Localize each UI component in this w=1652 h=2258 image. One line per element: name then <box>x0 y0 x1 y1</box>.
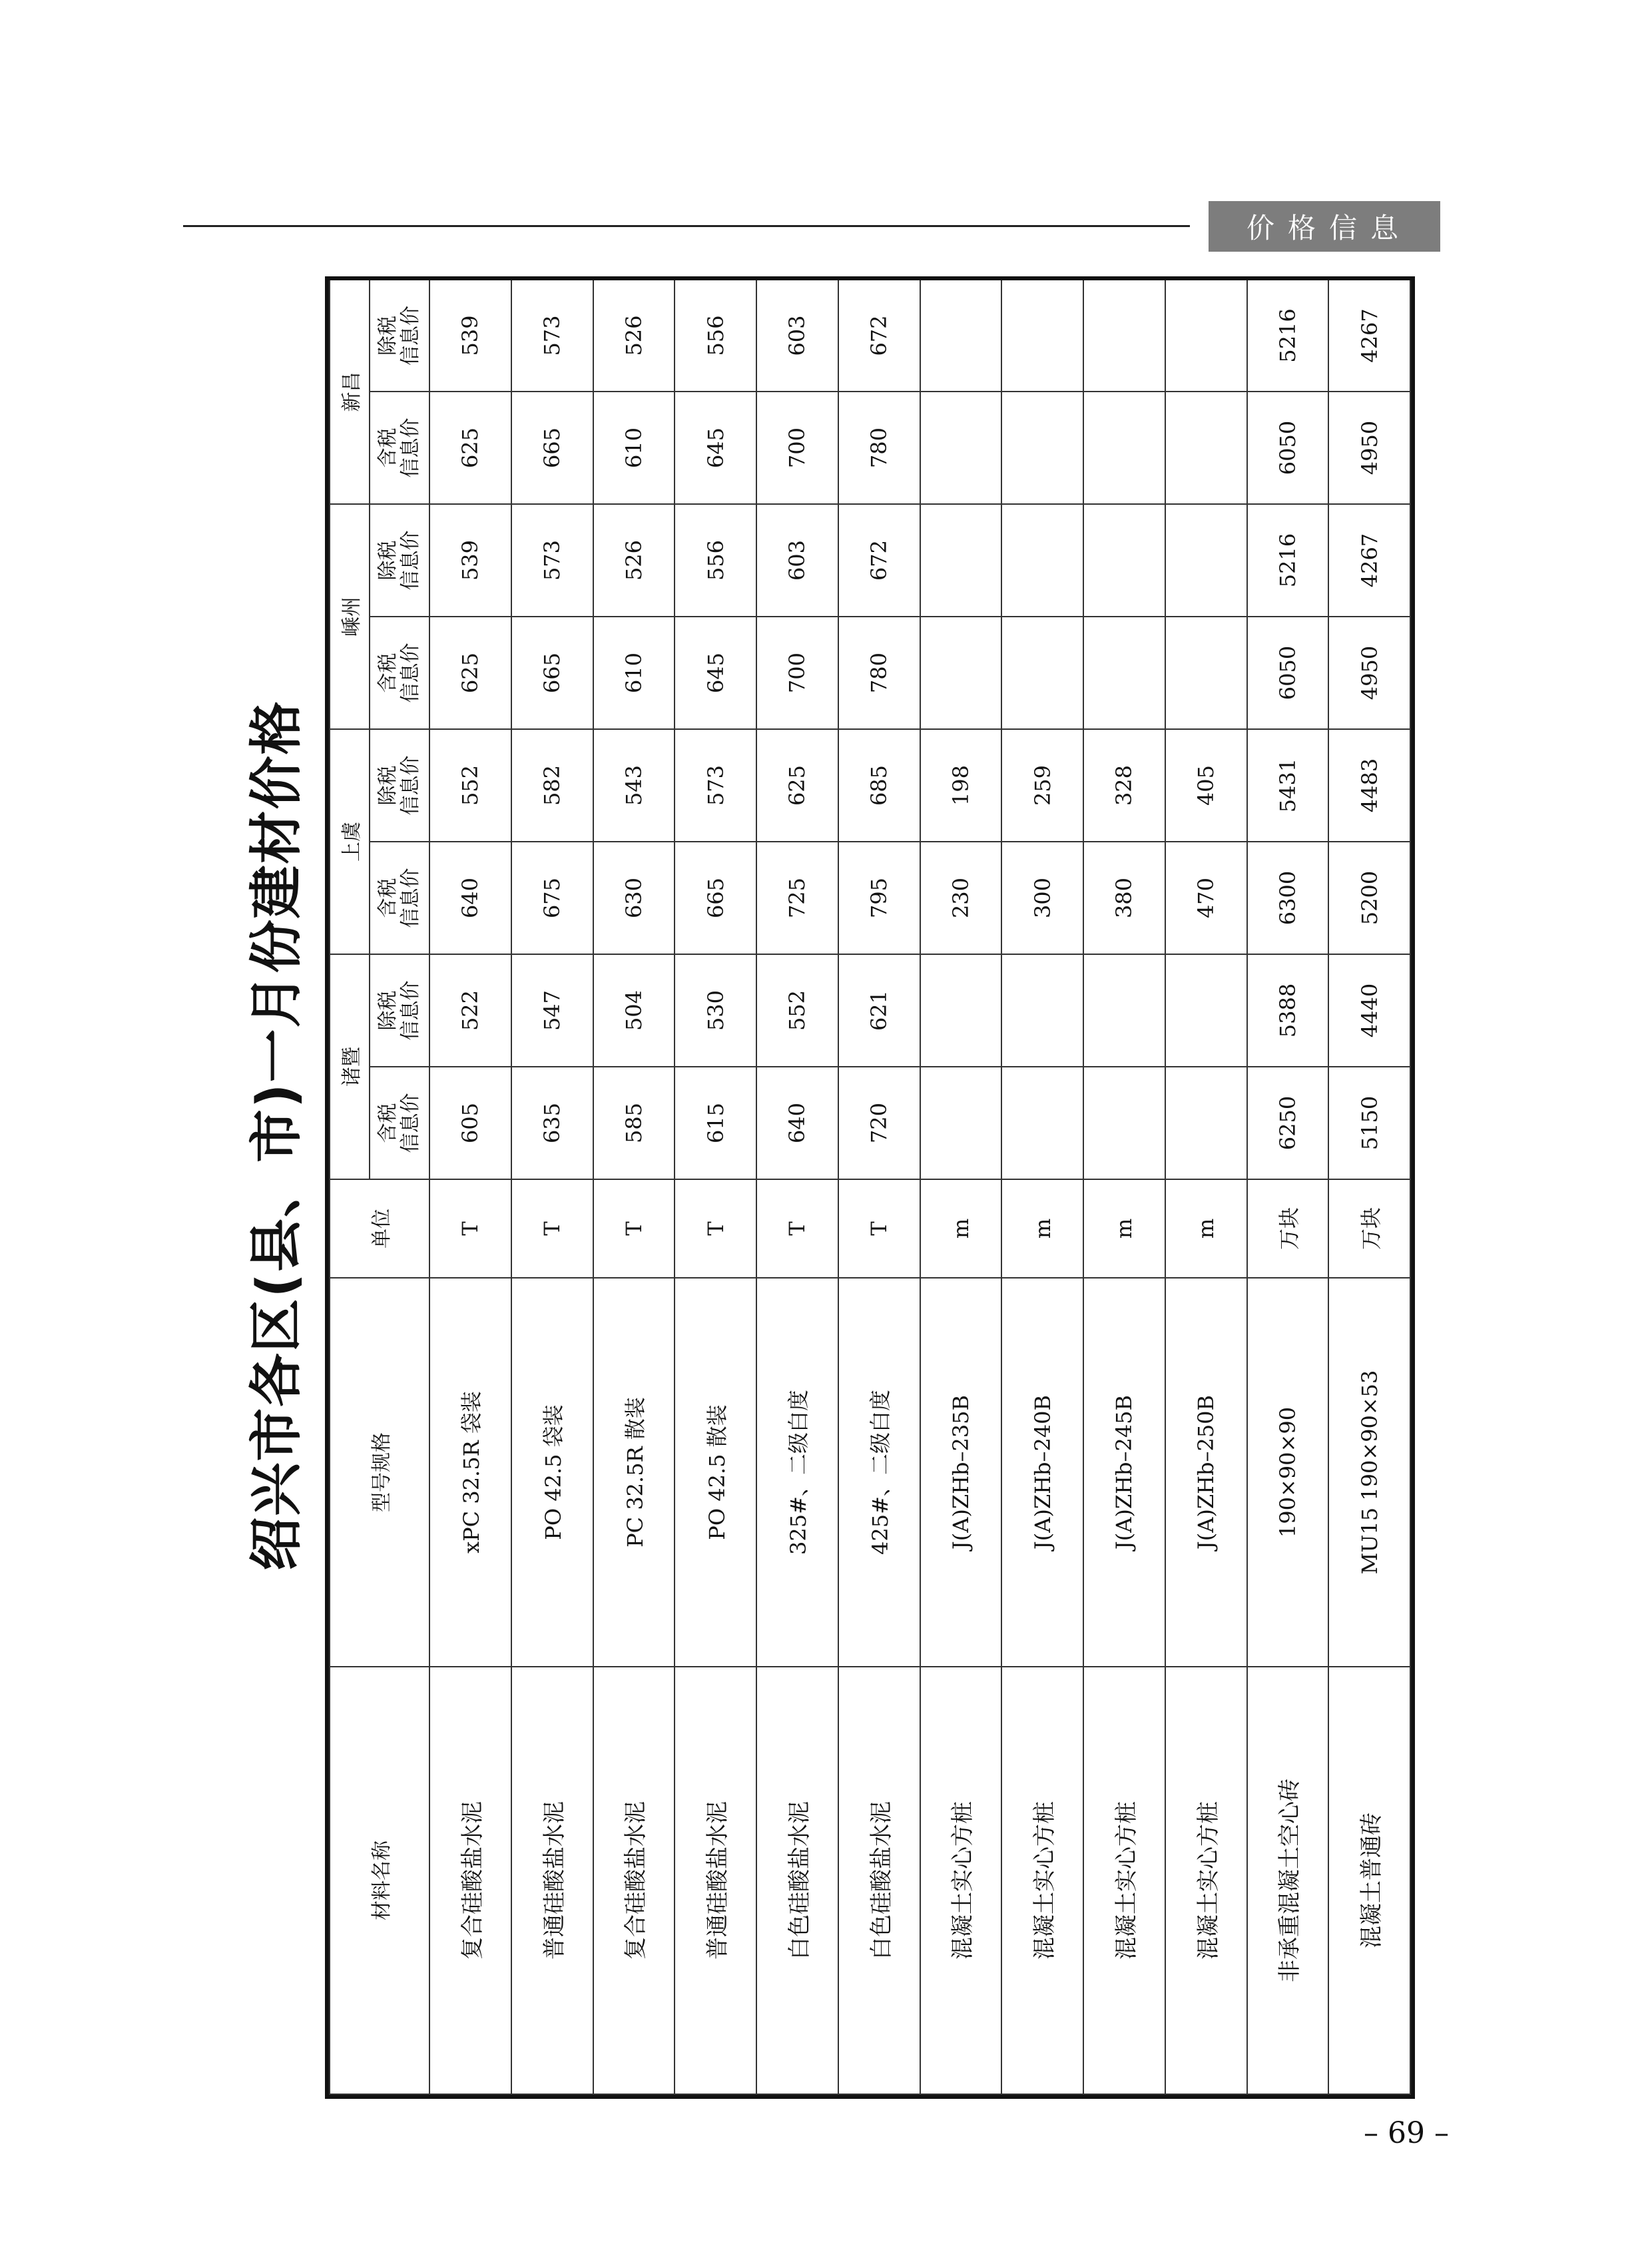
price-excl-cell: 573 <box>511 280 593 392</box>
price-incl-cell: 720 <box>838 1067 920 1179</box>
price-excl-cell <box>920 504 1002 617</box>
spec-cell: PO 42.5 袋装 <box>511 1278 593 1667</box>
price-incl-cell <box>1001 392 1083 504</box>
unit-cell: m <box>920 1179 1002 1278</box>
price-excl-cell <box>1165 504 1247 617</box>
price-incl-cell: 4950 <box>1328 392 1410 504</box>
material-name-cell: 混凝土实心方桩 <box>1165 1667 1247 2094</box>
price-incl-cell: 470 <box>1165 842 1247 954</box>
table-row <box>429 280 511 2094</box>
price-incl-cell: 645 <box>675 392 756 504</box>
price-incl-cell <box>1083 617 1165 729</box>
price-table-rotated <box>329 280 1411 2095</box>
table-row <box>1247 280 1329 2094</box>
unit-cell: T <box>756 1179 838 1278</box>
page-number: – 69 – <box>1364 2116 1449 2150</box>
spec-cell: 325#、二级白度 <box>756 1278 838 1667</box>
header-region: 诸暨 <box>330 954 370 1179</box>
price-incl-cell <box>1083 392 1165 504</box>
price-excl-cell: 4267 <box>1328 504 1410 617</box>
spec-cell: PC 32.5R 散装 <box>593 1278 675 1667</box>
price-incl-cell: 230 <box>920 842 1002 954</box>
price-incl-cell <box>1001 617 1083 729</box>
price-incl-cell <box>1165 1067 1247 1179</box>
price-excl-cell: 582 <box>511 729 593 842</box>
price-excl-cell: 5216 <box>1247 504 1329 617</box>
header-price-excl: 除税 信息价 <box>370 280 429 392</box>
price-incl-cell <box>920 1067 1002 1179</box>
header-price-incl: 含税 信息价 <box>370 617 429 729</box>
price-excl-cell: 547 <box>511 954 593 1067</box>
spec-cell: 425#、二级白度 <box>838 1278 920 1667</box>
price-incl-cell: 780 <box>838 617 920 729</box>
price-incl-cell: 625 <box>429 617 511 729</box>
price-excl-cell: 621 <box>838 954 920 1067</box>
price-incl-cell: 640 <box>429 842 511 954</box>
header-region: 上虞 <box>330 729 370 954</box>
price-incl-cell: 675 <box>511 842 593 954</box>
price-incl-cell: 665 <box>511 392 593 504</box>
price-incl-cell: 725 <box>756 842 838 954</box>
unit-cell: T <box>511 1179 593 1278</box>
price-excl-cell: 539 <box>429 504 511 617</box>
header-material: 材料名称 <box>330 1667 429 2094</box>
price-excl-cell: 556 <box>675 504 756 617</box>
table-row <box>1328 280 1410 2094</box>
price-excl-cell <box>1083 954 1165 1067</box>
page-title: 绍兴市各区(县、市)一月份建材价格 <box>245 700 308 1571</box>
price-incl-cell: 645 <box>675 617 756 729</box>
header-price-excl: 除税 信息价 <box>370 729 429 842</box>
price-incl-cell <box>920 392 1002 504</box>
table-row <box>675 280 756 2094</box>
price-incl-cell: 5150 <box>1328 1067 1410 1179</box>
price-excl-cell: 556 <box>675 280 756 392</box>
table-row <box>511 280 593 2094</box>
price-incl-cell: 610 <box>593 392 675 504</box>
price-excl-cell: 328 <box>1083 729 1165 842</box>
unit-cell: m <box>1083 1179 1165 1278</box>
unit-cell: T <box>429 1179 511 1278</box>
table-row <box>920 280 1002 2094</box>
price-excl-cell: 685 <box>838 729 920 842</box>
unit-cell: m <box>1001 1179 1083 1278</box>
price-excl-cell: 603 <box>756 280 838 392</box>
spec-cell: J(A)ZHb–235B <box>920 1278 1002 1667</box>
header-spec: 型号规格 <box>330 1278 429 1667</box>
price-excl-cell: 198 <box>920 729 1002 842</box>
price-excl-cell: 552 <box>756 954 838 1067</box>
price-incl-cell: 6050 <box>1247 617 1329 729</box>
price-excl-cell <box>1001 954 1083 1067</box>
price-incl-cell: 640 <box>756 1067 838 1179</box>
spec-cell: 190×90×90 <box>1247 1278 1329 1667</box>
spec-cell: xPC 32.5R 袋装 <box>429 1278 511 1667</box>
price-incl-cell: 6050 <box>1247 392 1329 504</box>
header-price-incl: 含税 信息价 <box>370 1067 429 1179</box>
price-incl-cell <box>1165 617 1247 729</box>
price-excl-cell: 4483 <box>1328 729 1410 842</box>
spec-cell: J(A)ZHb–250B <box>1165 1278 1247 1667</box>
price-excl-cell: 625 <box>756 729 838 842</box>
header-region: 嵊州 <box>330 504 370 729</box>
unit-cell: T <box>838 1179 920 1278</box>
spec-cell: J(A)ZHb–240B <box>1001 1278 1083 1667</box>
price-table-frame <box>325 276 1415 2099</box>
price-table-body <box>429 280 1410 2094</box>
price-excl-cell <box>1083 280 1165 392</box>
header-unit: 单位 <box>330 1179 429 1278</box>
price-incl-cell: 665 <box>675 842 756 954</box>
price-excl-cell: 552 <box>429 729 511 842</box>
header-price-excl: 除税 信息价 <box>370 504 429 617</box>
material-name-cell: 混凝土普通砖 <box>1328 1667 1410 2094</box>
price-incl-cell: 615 <box>675 1067 756 1179</box>
price-incl-cell: 635 <box>511 1067 593 1179</box>
price-excl-cell: 672 <box>838 504 920 617</box>
header-price-incl: 含税 信息价 <box>370 842 429 954</box>
material-name-cell: 白色硅酸盐水泥 <box>756 1667 838 2094</box>
price-incl-cell: 630 <box>593 842 675 954</box>
price-excl-cell: 4267 <box>1328 280 1410 392</box>
price-incl-cell: 6250 <box>1247 1067 1329 1179</box>
price-excl-cell: 522 <box>429 954 511 1067</box>
price-incl-cell: 625 <box>429 392 511 504</box>
price-incl-cell: 605 <box>429 1067 511 1179</box>
price-incl-cell <box>1083 1067 1165 1179</box>
price-incl-cell: 665 <box>511 617 593 729</box>
price-excl-cell <box>1083 504 1165 617</box>
spec-cell: J(A)ZHb–245B <box>1083 1278 1165 1667</box>
material-name-cell: 白色硅酸盐水泥 <box>838 1667 920 2094</box>
price-incl-cell: 780 <box>838 392 920 504</box>
price-excl-cell: 526 <box>593 280 675 392</box>
header-rule <box>183 225 1190 227</box>
price-incl-cell: 300 <box>1001 842 1083 954</box>
price-excl-cell <box>920 280 1002 392</box>
price-incl-cell: 700 <box>756 392 838 504</box>
price-incl-cell: 6300 <box>1247 842 1329 954</box>
price-incl-cell: 700 <box>756 617 838 729</box>
material-name-cell: 混凝土实心方桩 <box>1001 1667 1083 2094</box>
unit-cell: 万块 <box>1328 1179 1410 1278</box>
price-incl-cell <box>1001 1067 1083 1179</box>
material-name-cell: 普通硅酸盐水泥 <box>511 1667 593 2094</box>
price-excl-cell: 543 <box>593 729 675 842</box>
table-row <box>756 280 838 2094</box>
price-incl-cell: 585 <box>593 1067 675 1179</box>
spec-cell: PO 42.5 散装 <box>675 1278 756 1667</box>
unit-cell: m <box>1165 1179 1247 1278</box>
price-excl-cell: 530 <box>675 954 756 1067</box>
price-excl-cell <box>920 954 1002 1067</box>
price-excl-cell <box>1165 280 1247 392</box>
price-incl-cell: 4950 <box>1328 617 1410 729</box>
material-name-cell: 混凝土实心方桩 <box>920 1667 1002 2094</box>
price-excl-cell: 526 <box>593 504 675 617</box>
table-row <box>1083 280 1165 2094</box>
price-excl-cell: 259 <box>1001 729 1083 842</box>
table-row <box>593 280 675 2094</box>
section-tab: 价格信息 <box>1209 201 1440 252</box>
material-name-cell: 混凝土实心方桩 <box>1083 1667 1165 2094</box>
table-row <box>1001 280 1083 2094</box>
price-excl-cell: 573 <box>675 729 756 842</box>
price-incl-cell: 5200 <box>1328 842 1410 954</box>
price-excl-cell: 4440 <box>1328 954 1410 1067</box>
material-name-cell: 非承重混凝土空心砖 <box>1247 1667 1329 2094</box>
header-price-incl: 含税 信息价 <box>370 392 429 504</box>
price-incl-cell: 610 <box>593 617 675 729</box>
price-incl-cell: 795 <box>838 842 920 954</box>
price-excl-cell: 5388 <box>1247 954 1329 1067</box>
spec-cell: MU15 190×90×53 <box>1328 1278 1410 1667</box>
price-table <box>329 279 1411 2095</box>
price-excl-cell: 504 <box>593 954 675 1067</box>
material-name-cell: 复合硅酸盐水泥 <box>429 1667 511 2094</box>
price-incl-cell <box>920 617 1002 729</box>
unit-cell: T <box>675 1179 756 1278</box>
header-region: 新昌 <box>330 280 370 504</box>
material-name-cell: 普通硅酸盐水泥 <box>675 1667 756 2094</box>
unit-cell: 万块 <box>1247 1179 1329 1278</box>
header-price-excl: 除税 信息价 <box>370 954 429 1067</box>
price-excl-cell <box>1001 504 1083 617</box>
material-name-cell: 复合硅酸盐水泥 <box>593 1667 675 2094</box>
price-excl-cell: 603 <box>756 504 838 617</box>
price-excl-cell: 573 <box>511 504 593 617</box>
unit-cell: T <box>593 1179 675 1278</box>
price-excl-cell: 5431 <box>1247 729 1329 842</box>
price-excl-cell <box>1001 280 1083 392</box>
price-incl-cell <box>1165 392 1247 504</box>
price-excl-cell: 5216 <box>1247 280 1329 392</box>
table-row <box>838 280 920 2094</box>
price-incl-cell: 380 <box>1083 842 1165 954</box>
price-excl-cell: 672 <box>838 280 920 392</box>
price-excl-cell: 405 <box>1165 729 1247 842</box>
price-excl-cell <box>1165 954 1247 1067</box>
table-row <box>1165 280 1247 2094</box>
price-excl-cell: 539 <box>429 280 511 392</box>
